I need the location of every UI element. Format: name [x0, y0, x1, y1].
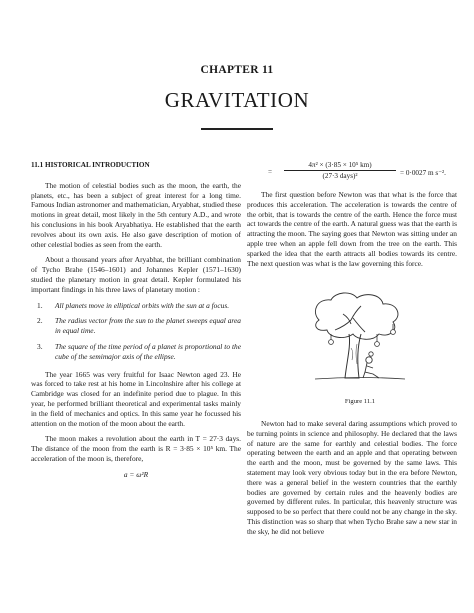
equation-fraction [284, 161, 396, 180]
right-paragraph-1: The first question before Newton was that what is the force that produces this acceleration. The acceleration is towards the centre of the orbit, that is towards the centre of the earth. Hence the force must act towards the centre of the earth. A natural guess was that the earth is attracting the moon. The saying goes that Newton was sitting under an apple tree when an apple fell down from the tree on the earth. This sparked the idea that the earth attracts all bodies towards its centre. The next question was what is the law governing this force. [247, 190, 457, 268]
tree-canopy [315, 293, 398, 339]
figure-caption: Figure 11.1 [344, 398, 376, 405]
title-rule [201, 128, 273, 130]
left-paragraph-2: About a thousand years after Aryabhat, the brilliant combination of Tycho Brahe (1546–1601) and Johannes Kepler (1571–1630) studied the planetary motion in great detail. Kepler formulated his important findings in his three laws of planetary motion : [31, 255, 241, 294]
list-item: 1. All planets move in elliptical orbits with the sun at a focus. [37, 300, 230, 310]
seated-figure [363, 357, 379, 378]
equation-denominator: (27·3 days)² [322, 172, 358, 180]
left-column [31, 161, 241, 480]
left-paragraph-1: The motion of celestial bodies such as the moon, the earth, the planets, etc., has been a subject of great interest for a long time. Famous Indian astronomer and mathematician, Aryabhat, studied these motions in great detail, most likely in the 5th century A.D., and wrote his conclusions in his book Aryabhatiya. He established that the earth revolves about its own axis. He also gave description of motion of other celestial bodies as seen from the earth. [31, 180, 241, 249]
section-heading: 11.1 HISTORICAL INTRODUCTION [31, 161, 150, 169]
acceleration-equation [268, 161, 468, 187]
right-paragraph-2: Newton had to make several daring assumptions which proved to be turning points in science and philosophy. He declared that the laws of nature are the same for earthly and celestial bodies. The force operating between the earth and an apple and that operating between the earth and the moon, must be governed by the same laws. This statement may look very obvious today but in the era before Newton, there was a general belief in the western countries that the earthly bodies are governed by certain rules and the heavenly bodies are governed by different rules. In particular, this heavenly structure was supposed to be so perfect that there could not be any change in the sky. This distinction was so sharp that when Tycho Brahe saw a new star in the sky, he did not believe [247, 419, 457, 536]
kepler-laws-list [31, 301, 241, 362]
left-paragraph-4: The moon makes a revolution about the earth in T = 27·3 days. The distance of the moon from the earth is R = 3·85 × 10⁵ km. The acceleration of the moon is, therefore, [31, 434, 241, 463]
equation-equals: = [268, 168, 273, 176]
right-column [247, 190, 457, 274]
equation-numerator: 4π² × (3·85 × 10⁵ km) [284, 161, 396, 171]
apple-tree-figure [305, 290, 415, 386]
list-item: 3. The square of the time period of a planet is proportional to the cube of the semimajor axis of the ellipse. [37, 341, 241, 361]
ground-line [315, 378, 405, 380]
equation-result: = 0·0027 m s⁻². [400, 169, 446, 177]
right-column-lower [247, 419, 457, 543]
chapter-title: GRAVITATION [164, 88, 310, 112]
tree-branches [335, 306, 365, 332]
list-item: 2. The radius vector from the sun to the planet sweeps equal area in equal time. [37, 316, 241, 336]
chapter-label: CHAPTER 11 [200, 64, 274, 76]
left-paragraph-3: The year 1665 was very fruitful for Isaac Newton aged 23. He was forced to take rest at his home in Lincolnshire after his college at Cambridge was closed for an indefinite period due to plague. In this year, he performed brilliant theoretical and experimental tasks mainly in the field of mechanics and optics. In this same year he focussed his attention on the motion of the moon about the earth. [31, 369, 241, 428]
acceleration-formula: a = ω²R [123, 469, 149, 479]
